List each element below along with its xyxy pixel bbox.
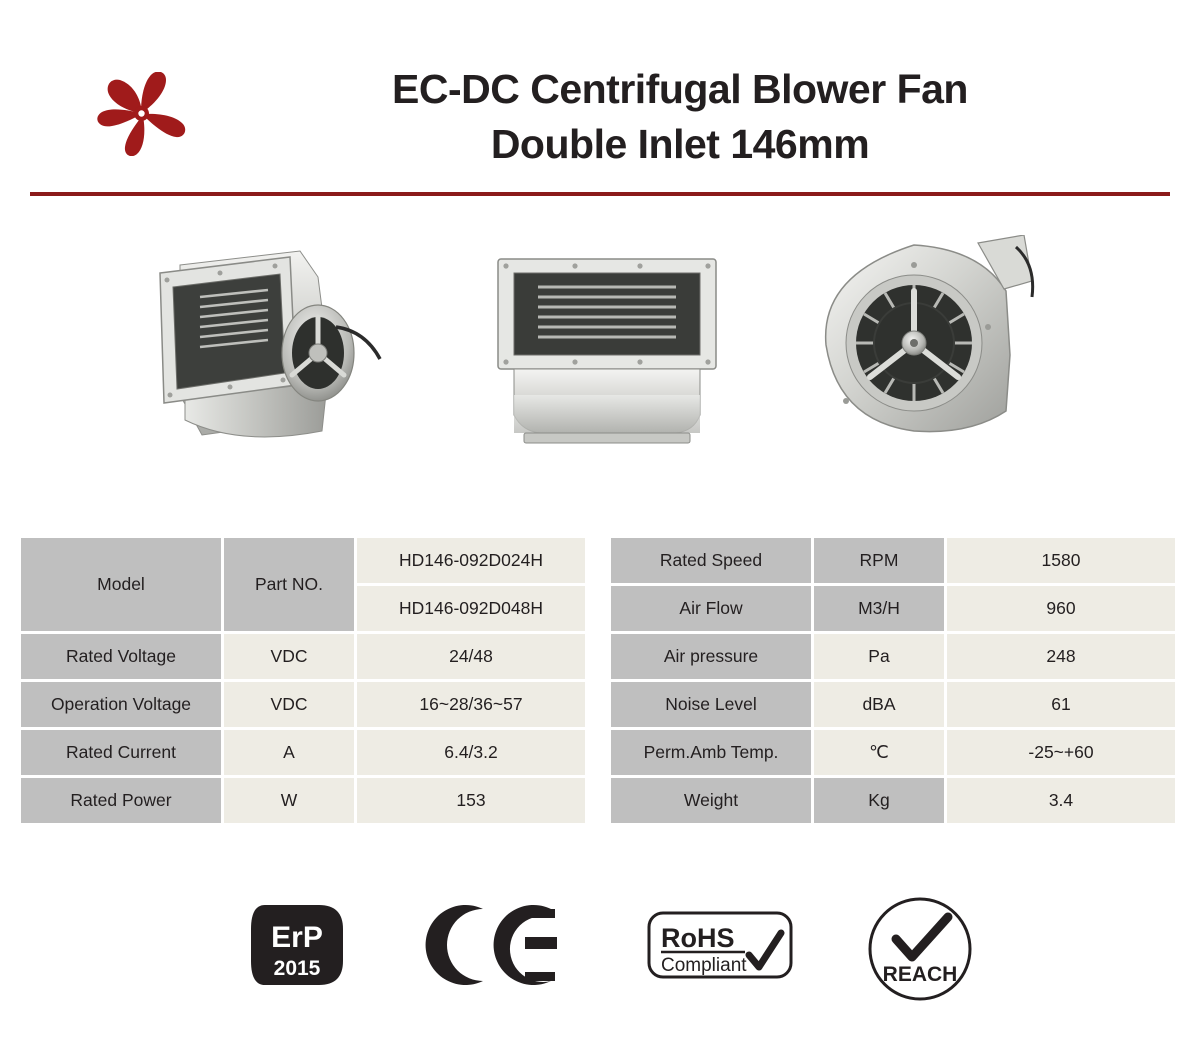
table-row <box>611 682 1175 727</box>
spec-value: 248 <box>947 634 1175 679</box>
spec-unit: W <box>224 778 354 823</box>
table-row <box>21 778 585 823</box>
table-row <box>611 778 1175 823</box>
product-image-gallery <box>0 235 1200 510</box>
svg-text:Compliant: Compliant <box>661 955 747 976</box>
spec-unit: VDC <box>224 634 354 679</box>
spec-value: -25~+60 <box>947 730 1175 775</box>
spec-unit: RPM <box>814 538 944 583</box>
product-image-3 <box>810 235 1050 465</box>
table-row <box>611 538 1175 583</box>
table-row <box>21 538 585 583</box>
rohs-compliant-icon <box>645 895 795 995</box>
fan-blade-logo-icon <box>96 72 188 156</box>
table-row <box>21 634 585 679</box>
spec-label: Model <box>21 538 221 631</box>
product-image-1 <box>140 235 400 465</box>
spec-value: 16~28/36~57 <box>357 682 585 727</box>
spec-value: HD146-092D024H <box>357 538 585 583</box>
title-line-2: Double Inlet 146mm <box>490 120 870 167</box>
title-line-1: EC-DC Centrifugal Blower Fan <box>392 66 968 112</box>
spec-value: HD146-092D048H <box>357 586 585 631</box>
reach-badge-icon <box>860 895 980 1003</box>
specifications-section <box>18 535 1182 826</box>
spec-label: Air pressure <box>611 634 811 679</box>
spec-label: Rated Current <box>21 730 221 775</box>
spec-unit: A <box>224 730 354 775</box>
erp-badge-icon <box>245 895 355 995</box>
spec-value: 960 <box>947 586 1175 631</box>
spec-table-left <box>18 535 588 826</box>
spec-unit: ℃ <box>814 730 944 775</box>
table-row <box>611 730 1175 775</box>
spec-value: 1580 <box>947 538 1175 583</box>
spec-label: Air Flow <box>611 586 811 631</box>
page-title <box>210 62 1150 171</box>
spec-value: 61 <box>947 682 1175 727</box>
spec-unit: Part NO. <box>224 538 354 631</box>
svg-text:ErP: ErP <box>271 921 323 954</box>
table-row <box>611 586 1175 631</box>
spec-value: 3.4 <box>947 778 1175 823</box>
spec-unit: M3/H <box>814 586 944 631</box>
spec-label: Rated Voltage <box>21 634 221 679</box>
spec-table-right <box>608 535 1178 826</box>
spec-unit: Kg <box>814 778 944 823</box>
spec-label: Weight <box>611 778 811 823</box>
spec-value: 153 <box>357 778 585 823</box>
svg-text:RoHS: RoHS <box>661 923 735 953</box>
spec-unit: VDC <box>224 682 354 727</box>
spec-value: 6.4/3.2 <box>357 730 585 775</box>
spec-unit: Pa <box>814 634 944 679</box>
table-row <box>611 634 1175 679</box>
certification-logos <box>0 895 1200 1005</box>
spec-label: Rated Power <box>21 778 221 823</box>
table-row <box>21 730 585 775</box>
page-header <box>0 0 1200 190</box>
ce-mark-icon <box>425 895 575 995</box>
spec-value: 24/48 <box>357 634 585 679</box>
title-divider <box>30 192 1170 196</box>
table-row <box>21 682 585 727</box>
svg-text:REACH: REACH <box>882 963 958 986</box>
spec-label: Rated Speed <box>611 538 811 583</box>
spec-label: Operation Voltage <box>21 682 221 727</box>
product-image-2 <box>480 235 740 465</box>
svg-text:2015: 2015 <box>273 957 321 980</box>
spec-label: Perm.Amb Temp. <box>611 730 811 775</box>
spec-label: Noise Level <box>611 682 811 727</box>
spec-unit: dBA <box>814 682 944 727</box>
